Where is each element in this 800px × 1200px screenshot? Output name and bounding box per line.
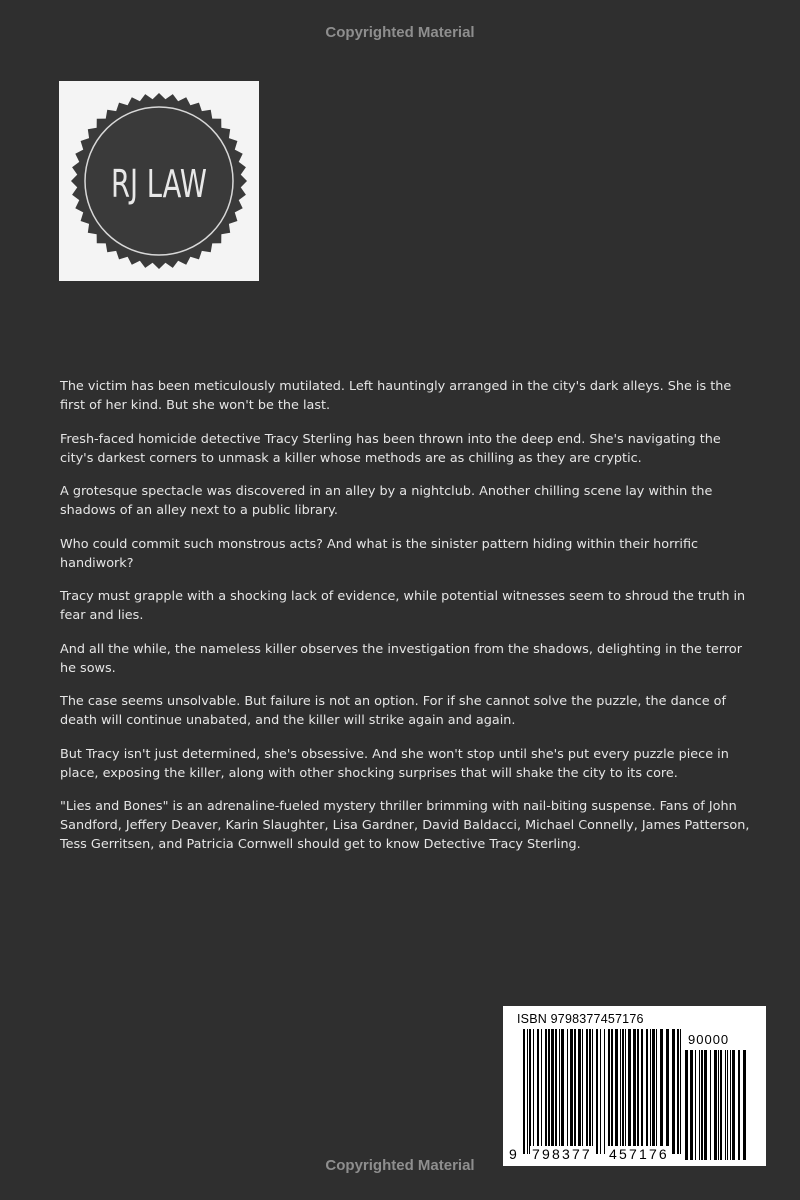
blurb-paragraph: A grotesque spectacle was discovered in an alley by a nightclub. Another chilling scene lay within the shadows of an alley next to a public library. (60, 484, 713, 518)
barcode-bar (608, 1029, 610, 1154)
barcode-bar (680, 1029, 681, 1154)
barcode-bar (586, 1029, 588, 1154)
blurb-paragraph: The victim has been meticulously mutilated. Left hauntingly arranged in the city's dark alleys. She is the first of her kind. But she won't be the last. (60, 379, 732, 413)
ean-first-digit: 9 (509, 1146, 517, 1162)
barcode-bar (641, 1029, 643, 1154)
barcode-bar (567, 1029, 568, 1154)
barcode-bar (574, 1029, 576, 1154)
barcode-bar (604, 1029, 605, 1154)
barcode-bar (714, 1050, 717, 1160)
barcode-bar (578, 1029, 581, 1154)
price-barcode-bars (685, 1050, 747, 1160)
publisher-logo (59, 81, 259, 281)
barcode-bar (527, 1029, 528, 1154)
barcode-bar (523, 1029, 525, 1154)
copyright-watermark-bottom: Copyrighted Material (325, 1157, 475, 1174)
barcode-bar (738, 1050, 740, 1160)
barcode-bar (582, 1029, 583, 1154)
blurb-paragraph: Who could commit such monstrous acts? And what is the sinister pattern hiding within their horrific handiwork? (60, 536, 699, 571)
barcode-bar (559, 1029, 560, 1154)
blurb-paragraph: And all the while, the nameless killer observes the investigation from the shadows, delighting in the terror he sows. (60, 641, 742, 676)
barcode-bar (537, 1029, 539, 1154)
barcode-bar (690, 1050, 693, 1160)
barcode-bar (637, 1029, 639, 1154)
barcode-bar (545, 1029, 547, 1154)
barcode-bar (660, 1029, 663, 1154)
barcode-bar (628, 1029, 631, 1154)
barcode-bar (541, 1029, 542, 1154)
price-code: 90000 (688, 1032, 730, 1047)
barcode-bar (720, 1050, 722, 1160)
barcode-bar (625, 1029, 626, 1154)
barcode-bar (596, 1029, 598, 1154)
back-cover-blurb (60, 377, 750, 869)
barcode-bar (725, 1050, 726, 1160)
barcode-bar (570, 1029, 573, 1154)
barcode-bar (633, 1029, 636, 1154)
barcode-bar (685, 1050, 688, 1160)
barcode-bar (600, 1029, 601, 1154)
barcode-bar (620, 1029, 621, 1154)
blurb-paragraph: The case seems unsolvable. But failure is not an option. For if she cannot solve the puzzle, the dance of death will continue unabated, and the killer will strike again and again. (60, 694, 726, 728)
ean-barcode-bars (523, 1029, 683, 1154)
barcode-bar (533, 1029, 534, 1154)
ean-right-digits: 457176 (609, 1146, 669, 1162)
barcode-bar (718, 1050, 719, 1160)
barcode-bar (646, 1029, 648, 1154)
barcode-bar (548, 1029, 550, 1154)
blurb-paragraph: But Tracy isn't just determined, she's obsessive. And she won't stop until she's put every puzzle piece in place, exposing the killer, along with other shocking surprises that will shake the city to its core. (60, 746, 729, 781)
barcode-bar (656, 1029, 657, 1154)
barcode-bar (732, 1050, 735, 1160)
barcode-bar (699, 1050, 700, 1160)
barcode-bar (701, 1050, 703, 1160)
barcode-bar (704, 1050, 707, 1160)
isbn-label: ISBN 9798377457176 (517, 1012, 644, 1026)
barcode-bar (710, 1050, 711, 1160)
barcode-bar (652, 1029, 655, 1154)
copyright-watermark-top: Copyrighted Material (325, 24, 475, 41)
isbn-barcode (503, 1006, 766, 1166)
barcode-bar (695, 1050, 696, 1160)
barcode-bar (592, 1029, 593, 1154)
barcode-bar (650, 1029, 651, 1154)
barcode-bar (622, 1029, 624, 1154)
logo-seal-icon (59, 81, 259, 281)
barcode-bar (727, 1050, 728, 1160)
barcode-bar (555, 1029, 557, 1154)
logo-text: RJ LAW (111, 161, 207, 207)
barcode-bar (743, 1050, 746, 1160)
barcode-bar (611, 1029, 613, 1154)
ean-left-digits: 798377 (532, 1146, 592, 1162)
barcode-bar (615, 1029, 618, 1154)
barcode-bar (529, 1029, 531, 1154)
blurb-paragraph: Tracy must grapple with a shocking lack of evidence, while potential witnesses seem to shroud the truth in fear and lies. (60, 589, 746, 623)
barcode-bar (589, 1029, 591, 1154)
barcode-bar (677, 1029, 679, 1154)
barcode-bar (561, 1029, 564, 1154)
blurb-paragraph: Fresh-faced homicide detective Tracy Sterling has been thrown into the deep end. She's navigating the city's darkest corners to unmask a killer whose methods are as chilling as they are cryptic. (60, 431, 721, 466)
blurb-paragraph: "Lies and Bones" is an adrenaline-fueled mystery thriller brimming with nail-biting suspense. Fans of John Sandford, Jeffery Deaver, Karin Slaughter, Lisa Gardner, David Baldacci, Michael Connelly, James Patterson, Tess Gerritsen, and Patricia Cornwell should get to know Detective Tracy Sterling. (60, 799, 750, 852)
barcode-bar (730, 1050, 731, 1160)
barcode-bar (666, 1029, 669, 1154)
barcode-bar (672, 1029, 675, 1154)
barcode-bar (551, 1029, 554, 1154)
